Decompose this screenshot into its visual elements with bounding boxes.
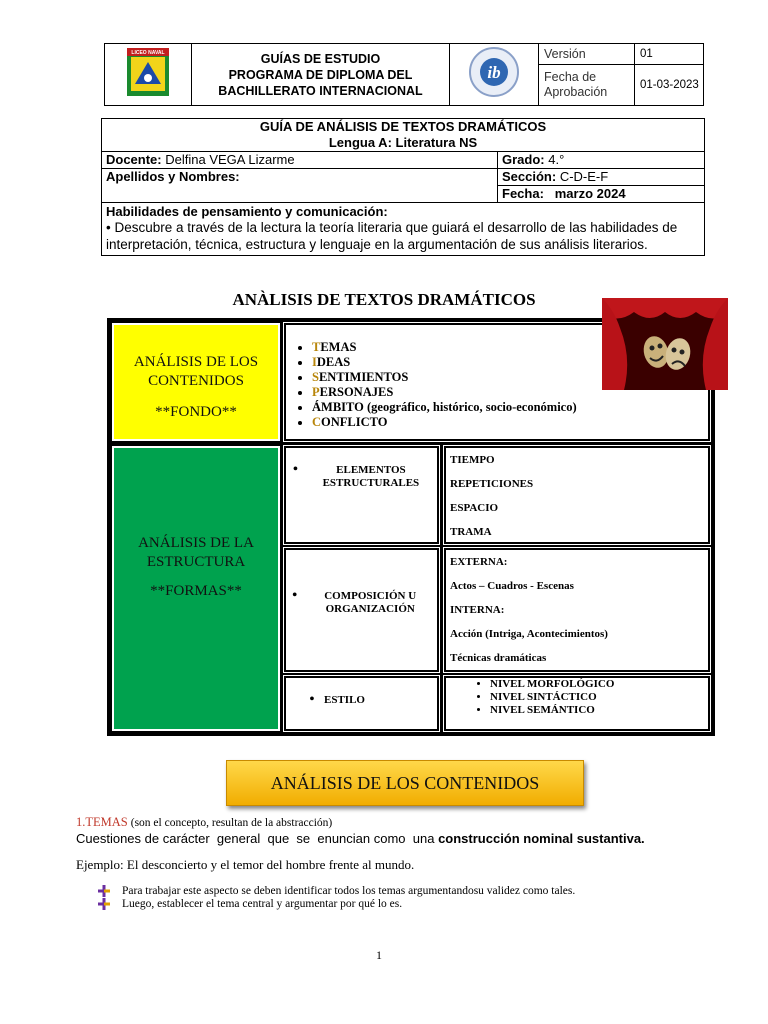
composicion-item: INTERNA: xyxy=(450,604,505,616)
elementos-row xyxy=(286,464,437,490)
contenidos-rest: ÁMBITO (geográfico, histórico, socio-económico) xyxy=(312,400,577,414)
contenidos-box xyxy=(112,323,280,441)
bullet-icon: • xyxy=(292,462,298,477)
estructura-sub: **FORMAS** xyxy=(150,583,242,599)
contenidos-title: ANÁLISIS DE LOS CONTENIDOS xyxy=(133,354,259,389)
temas-definition xyxy=(76,831,645,846)
guide-title: GUÍA DE ANÁLISIS DE TEXTOS DRAMÁTICOS xyxy=(259,119,547,134)
contenidos-initial: C xyxy=(312,415,322,429)
habilidades-label: Habilidades de pensamiento y comunicación: xyxy=(106,204,388,219)
contenidos-initial: T xyxy=(312,340,321,354)
seccion-value: C-D-E-F xyxy=(559,169,609,184)
grado-cell xyxy=(498,152,705,169)
elementos-item: REPETICIONES xyxy=(450,478,534,490)
estilo-row xyxy=(286,694,437,706)
estilo-item: • NIVEL SEMÁNTICO xyxy=(490,704,708,717)
contenidos-initial: S xyxy=(312,370,319,384)
school-logo-icon xyxy=(105,44,191,100)
elementos-box xyxy=(284,446,439,544)
arrow-bullet-icon xyxy=(98,898,110,910)
composicion-list-box xyxy=(444,548,710,672)
docente-label: Docente: xyxy=(106,152,162,167)
fecha-cell xyxy=(498,186,705,203)
estructura-title: ANÁLISIS DE LA ESTRUCTURA xyxy=(138,535,254,570)
composicion-label: COMPOSICIÓN U ORGANIZACIÓN xyxy=(324,590,417,615)
course-name: Lengua A: Literatura NS xyxy=(328,135,478,150)
ib-logo-cell xyxy=(450,44,539,106)
contenidos-initial: P xyxy=(312,385,320,399)
instruction-text: Para trabajar este aspecto se deben identificar todos los temas argumentandosu validez como tales. xyxy=(122,885,576,897)
diagram-title: ANÀLISIS DE TEXTOS DRAMÁTICOS xyxy=(232,290,536,309)
instruction-item xyxy=(98,885,575,897)
estilo-item: • NIVEL MORFOLÓGICO xyxy=(490,678,708,691)
estilo-list xyxy=(446,678,708,717)
contenidos-item xyxy=(312,415,708,430)
theatre-masks-icon xyxy=(602,298,728,390)
header-title-line3: BACHILLERATO INTERNACIONAL xyxy=(218,83,423,98)
contenidos-rest: ONFLICTO xyxy=(321,415,388,429)
docente-cell xyxy=(102,152,498,169)
estilo-box xyxy=(284,676,439,731)
temas-note: (son el concepto, resultan de la abstracción) xyxy=(130,817,333,829)
school-logo-cell xyxy=(105,44,192,106)
docente-value: Delfina VEGA Lizarme xyxy=(165,152,295,167)
elementos-item: ESPACIO xyxy=(450,502,499,514)
contenidos-rest: EMAS xyxy=(320,340,357,354)
contenidos-rest: ERSONAJES xyxy=(319,385,394,399)
fecha-label: Fecha: xyxy=(502,186,544,201)
approval-value: 01-03-2023 xyxy=(635,65,704,106)
page-number: 1 xyxy=(376,948,382,962)
composicion-item: Acción (Intriga, Acontecimientos) xyxy=(450,628,608,640)
definition-bold: construcción nominal sustantiva. xyxy=(438,831,645,846)
temas-example: Ejemplo: El desconcierto y el temor del hombre frente al mundo. xyxy=(76,857,415,872)
contenidos-initial: I xyxy=(312,355,317,369)
instructions-list xyxy=(98,885,575,910)
elementos-item: TIEMPO xyxy=(450,454,495,466)
estilo-list-box xyxy=(444,676,710,731)
composicion-item: Actos – Cuadros - Escenas xyxy=(450,580,574,592)
seccion-cell xyxy=(498,169,705,186)
temas-heading: 1.TEMAS xyxy=(76,815,128,829)
section-banner: ANÁLISIS DE LOS CONTENIDOS xyxy=(226,760,584,806)
composicion-item: Técnicas dramáticas xyxy=(450,652,547,664)
instruction-item xyxy=(98,898,575,910)
estilo-label: ESTILO xyxy=(324,694,365,706)
apellidos-label: Apellidos y Nombres: xyxy=(106,169,240,184)
grado-label: Grado: xyxy=(502,152,545,167)
contenidos-item xyxy=(312,400,708,415)
grado-value: 4.° xyxy=(548,152,565,167)
elementos-label: ELEMENTOS ESTRUCTURALES xyxy=(322,464,420,489)
version-value: 01 xyxy=(635,44,704,65)
bullet-icon: • xyxy=(309,692,315,707)
instruction-text: Luego, establecer el tema central y argumentar por qué lo es. xyxy=(122,898,403,910)
contenidos-sub: **FONDO** xyxy=(155,404,237,420)
approval-label: Fecha de Aprobación xyxy=(539,65,635,106)
composicion-item: EXTERNA: xyxy=(450,556,508,568)
temas-heading-row xyxy=(76,815,332,830)
ib-logo-icon xyxy=(450,44,538,100)
header-title-line1: GUÍAS DE ESTUDIO xyxy=(260,51,381,66)
habilidades-text: • Descubre a través de la lectura la teoría literaria que guiará el desarrollo de las habilidades de interpretación, técnica, estructura y lenguaje en la argumentación de sus análisis literarios. xyxy=(106,220,678,252)
composicion-box xyxy=(284,548,439,672)
svg-text:ib: ib xyxy=(487,63,501,82)
composicion-row xyxy=(286,590,437,616)
fecha-value: marzo 2024 xyxy=(554,186,626,201)
elementos-item: TRAMA xyxy=(450,526,492,538)
seccion-label: Sección: xyxy=(502,169,557,184)
arrow-bullet-icon xyxy=(98,885,110,897)
version-label: Versión xyxy=(539,44,635,65)
bullet-icon: • xyxy=(292,588,298,603)
contenidos-rest: ENTIMIENTOS xyxy=(318,370,409,384)
header-title xyxy=(192,44,450,106)
definition-text: Cuestiones de carácter general que se enuncian como una xyxy=(76,831,439,846)
contenidos-rest: DEAS xyxy=(316,355,351,369)
svg-text:LICEO NAVAL: LICEO NAVAL xyxy=(131,50,165,56)
theatre-masks-image xyxy=(602,298,728,390)
habilidades-cell xyxy=(102,203,705,256)
header-title-line2: PROGRAMA DE DIPLOMA DEL xyxy=(228,67,413,82)
apellidos-cell xyxy=(102,169,498,203)
estilo-item: • NIVEL SINTÁCTICO xyxy=(490,691,708,704)
guide-title-cell xyxy=(102,119,705,152)
estructura-box xyxy=(112,446,280,731)
header-table xyxy=(104,43,704,106)
info-table xyxy=(101,118,705,256)
elementos-list-box xyxy=(444,446,710,544)
